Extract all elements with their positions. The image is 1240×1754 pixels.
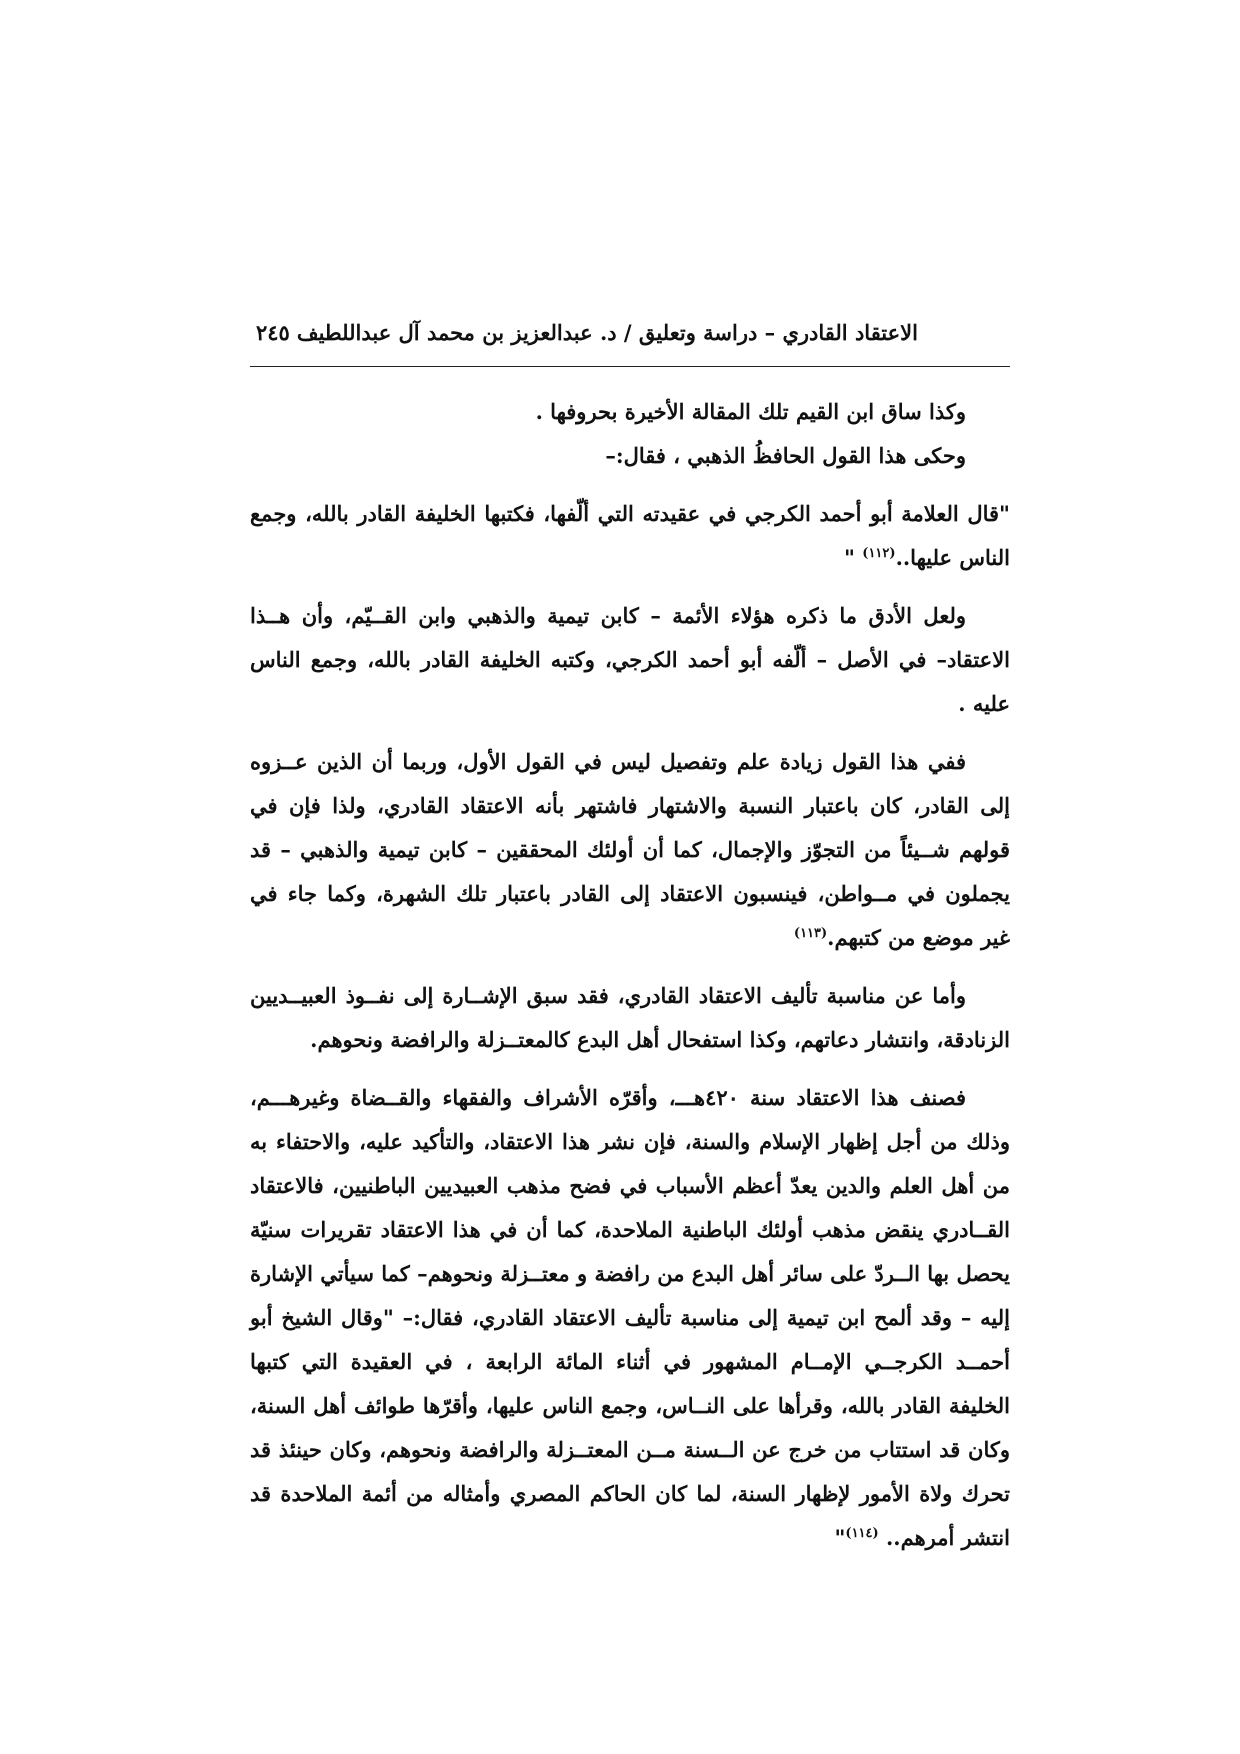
footnote-ref-112: (١١٢) xyxy=(862,546,896,561)
paragraph-4: ولعل الأدق ما ذكره هؤلاء الأئمة – كابن تيمية والذهبي وابن القــيّم، وأن هــذا الاعتقاد– في الأصل – ألّفه أبو أحمد الكرجي، وكتبه الخليفة القادر بالله، وجمع الناس عليه . xyxy=(250,603,1010,716)
footnote-ref-113: (١١٣) xyxy=(793,926,828,941)
quote-text: "قال العلامة أبو أحمد الكرجي في عقيدته التي ألّفها، فكتبها الخليفة القادر بالله، وجمع الناس عليها.. xyxy=(250,501,1010,570)
paragraph-1: وكذا ساق ابن القيم تلك المقالة الأخيرة بحروفها . xyxy=(535,399,966,424)
paragraph-7-text: فصنف هذا الاعتقاد سنة ٤٢٠هـــ، وأقرّه الأشراف والفقهاء والقــضاة وغيرهـــم، وذلك من أجل إظهار الإسلام والسنة، فإن نشر هذا الاعتقاد، والتأكيد عليه، والاحتفاء به من أهل العلم والدين يعدّ أعظم الأسباب في فضح مذهب العبيديين الباطنيين، فالاعتقاد القــادري ينقض مذهب أولئك الباطنية الملاحدة، كما أن في هذا الاعتقاد تقريرات سنيّة يحصل بها الــردّ على سائر أهل البدع من رافضة و معتــزلة ونحوهم– كما سيأتي الإشارة إليه – وقد ألمح ابن تيمية إلى مناسبة تأليف الاعتقاد القادري، فقال:– "وقال الشيخ أبو أحمــد الكرجــي الإمــام المشهور في أثناء المائة الرابعة ، في العقيدة التي كتبها الخليفة القادر بالله، وقرأها على النــاس، وجمع الناس عليها، وأقرّها طوائف أهل السنة، وكان قد استتاب من خرج عن الــسنة مــن المعتــزلة والرافضة ونحوهم، وكان حينئذ قد تحرك ولاة الأمور لإظهار السنة، لما كان الحاكم المصري وأمثاله من أئمة الملاحدة قد انتشر أمرهم.. xyxy=(250,1085,1010,1550)
paragraph-7 xyxy=(250,1076,1010,1560)
running-header xyxy=(250,310,1010,362)
paragraph-5 xyxy=(250,740,1010,960)
header-divider xyxy=(250,366,1010,367)
footnote-ref-114: (١١٤) xyxy=(845,1526,879,1541)
paragraph-quote-dhahabi xyxy=(250,492,1010,580)
paragraph-2: وحكى هذا القول الحافظُ الذهبي ، فقال:– xyxy=(605,443,966,468)
quote-close-2: " xyxy=(834,1525,846,1550)
paragraph-6: وأما عن مناسبة تأليف الاعتقاد القادري، فقد سبق الإشــارة إلى نفــوذ العبيــديين الزنادقة، وانتشار دعاتهم، وكذا استفحال أهل البدع كالمعتــزلة والرافضة ونحوهم. xyxy=(250,983,1010,1052)
quote-close: " xyxy=(844,545,863,570)
body-text xyxy=(250,390,1010,1560)
page-number: ٢٤٥ xyxy=(256,320,290,345)
header-title: الاعتقاد القادري – دراسة وتعليق / د. عبدالعزيز بن محمد آل عبداللطيف xyxy=(296,320,918,345)
paragraph-5-text: ففي هذا القول زيادة علم وتفصيل ليس في القول الأول، وربما أن الذين عــزوه إلى القادر، كان باعتبار النسبة والاشتهار فاشتهر بأنه الاعتقاد القادري، ولذا فإن في قولهم شــيئاً من التجوّز والإجمال، كما أن أولئك المحققين – كابن تيمية والذهبي – قد يجملون في مــواطن، فينسبون الاعتقاد إلى القادر باعتبار تلك الشهرة، وكما جاء في غير موضع من كتبهم. xyxy=(250,749,1010,950)
